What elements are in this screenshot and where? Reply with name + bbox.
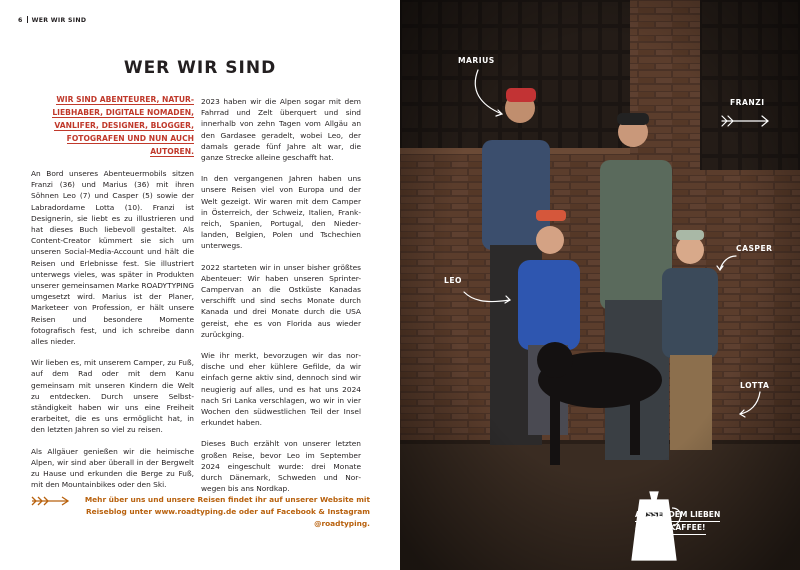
- intro-line: WIR SIND ABENTEURER, NATUR-: [56, 95, 194, 104]
- intro-line: FOTOGRAFEN UND NUN AUCH: [66, 134, 194, 143]
- paragraph: 2022 starteten wir in unser bisher größtes Abenteuer: Wir haben unseren Sprinter-Campervan an die Ostküste Kanadas verschifft und sind sechs Monate durch Kanada und drei Monate durch die USA gereist, ehe es von Florida aus wieder zurückging.: [201, 262, 361, 339]
- header-divider: [27, 16, 28, 23]
- paragraph: Als Allgäuer genießen wir die heimische Alpen, wir sind aber überall in der Bergwelt zu Hause und erkunden die Berge zu Fuß, mit den Mountainbikes oder den Ski.: [31, 446, 194, 490]
- label-casper: CASPER: [736, 244, 773, 253]
- intro-line: VANLIFER, DESIGNER, BLOGGER,: [54, 121, 194, 130]
- body-column-1: [31, 168, 194, 500]
- page-title: WER WIR SIND: [123, 58, 277, 78]
- paragraph: Wie ihr merkt, bevorzugen wir das nordische und eher kühlere Gefilde, da wir einfach gerne aktiv sind, dennoch sind wir neugierig auf alles, und es hat uns 2024 nach Sri Lanka verschlagen, wo wir in vier Wochen den südwestlichen Teil der Insel erkundet haben.: [201, 351, 361, 428]
- paragraph: Wir lieben es, mit unserem Camper, zu Fuß, auf dem Rad oder mit dem Kanu gemeinsam mit unseren Kindern die Welt zu entdecken. Durch unsere Selbstständigkeit haben wir uns eine Freiheit erarbeitet, die es uns ermöglicht hat, in den letzten Jahren so viel zu reisen.: [31, 358, 194, 435]
- section-name: WER WIR SIND: [31, 17, 87, 24]
- intro-line: AUTOREN.: [150, 147, 194, 156]
- coffee-note-line: AUSSERDEM LIEBEN: [635, 509, 720, 522]
- website-note-line: Reiseblog unter www.roadtyping.de oder auf Facebook & Instagram @roadtyping.: [85, 507, 370, 528]
- label-franzi: FRANZI: [730, 98, 765, 107]
- paragraph: Dieses Buch erzählt von unserer letzten großen Reise, bevor Leo im September 2024 eingeschult wurde: drei Monate durch Dänemark, Schweden und Norwegen bis ans Nordkap.: [201, 439, 361, 494]
- coffee-note-line: WIR KAFFEE!: [650, 522, 706, 535]
- paragraph: An Bord unseres Abenteuermobils sitzen Franzi (36) und Marius (36) mit ihren Söhnen Leo (7) und Casper (5) sowie der Labradordame Lotta (10). Franzi ist Designerin, sie liebt es zu illustrieren und hat dieses Buch liebevoll gestaltet. Als Content-Creator kümmert sie sich um unseren Social-Media-Account und hält die Reisen und Erlebnisse fest. Sie illustriert unterwegs vieles, was später in Produkten unserer gemeinsamen Marke ROADYTYPING umgesetzt wird. Marius ist der Planer, Marketeer von Profession, er hält unsere Reisen und besondere Momente fotografisch fest, und ich schreibe dann alles nieder.: [31, 169, 194, 347]
- paragraph: 2023 haben wir die Alpen sogar mit dem Fahrrad und Zelt überquert und sind innerhalb von zehn Tagen vom Allgäu an den Gardasee geradelt, wobei Leo, der damals gerade fünf Jahre alt war, die ganze Strecke alleine geschafft hat.: [201, 97, 361, 163]
- coffee-note: [635, 509, 720, 535]
- paragraph: In den vergangenen Jahren haben uns unsere Reisen viel von Europa und der Welt gezeigt. Wir waren mit dem Camper in Österreich, der Schweiz, Italien, Frankreich, Spanien, Portugal, den Niederlanden, Belgien, Polen und Tschechien unterwegs.: [201, 174, 361, 251]
- page-number: 6: [18, 17, 23, 24]
- website-note: [72, 494, 370, 530]
- photo-illustration: [400, 0, 800, 570]
- label-lotta: LOTTA: [740, 381, 770, 390]
- label-marius: MARIUS: [458, 56, 495, 65]
- intro-line: LIEBHABER, DIGITALE NOMADEN,: [52, 108, 194, 117]
- body-column-2: [201, 96, 361, 505]
- family-photo: [400, 0, 800, 570]
- running-header: [18, 16, 86, 24]
- website-note-line: Mehr über uns und unsere Reisen findet ihr auf unserer Website mit: [84, 495, 370, 504]
- intro-text: [31, 93, 194, 158]
- label-leo: LEO: [444, 276, 462, 285]
